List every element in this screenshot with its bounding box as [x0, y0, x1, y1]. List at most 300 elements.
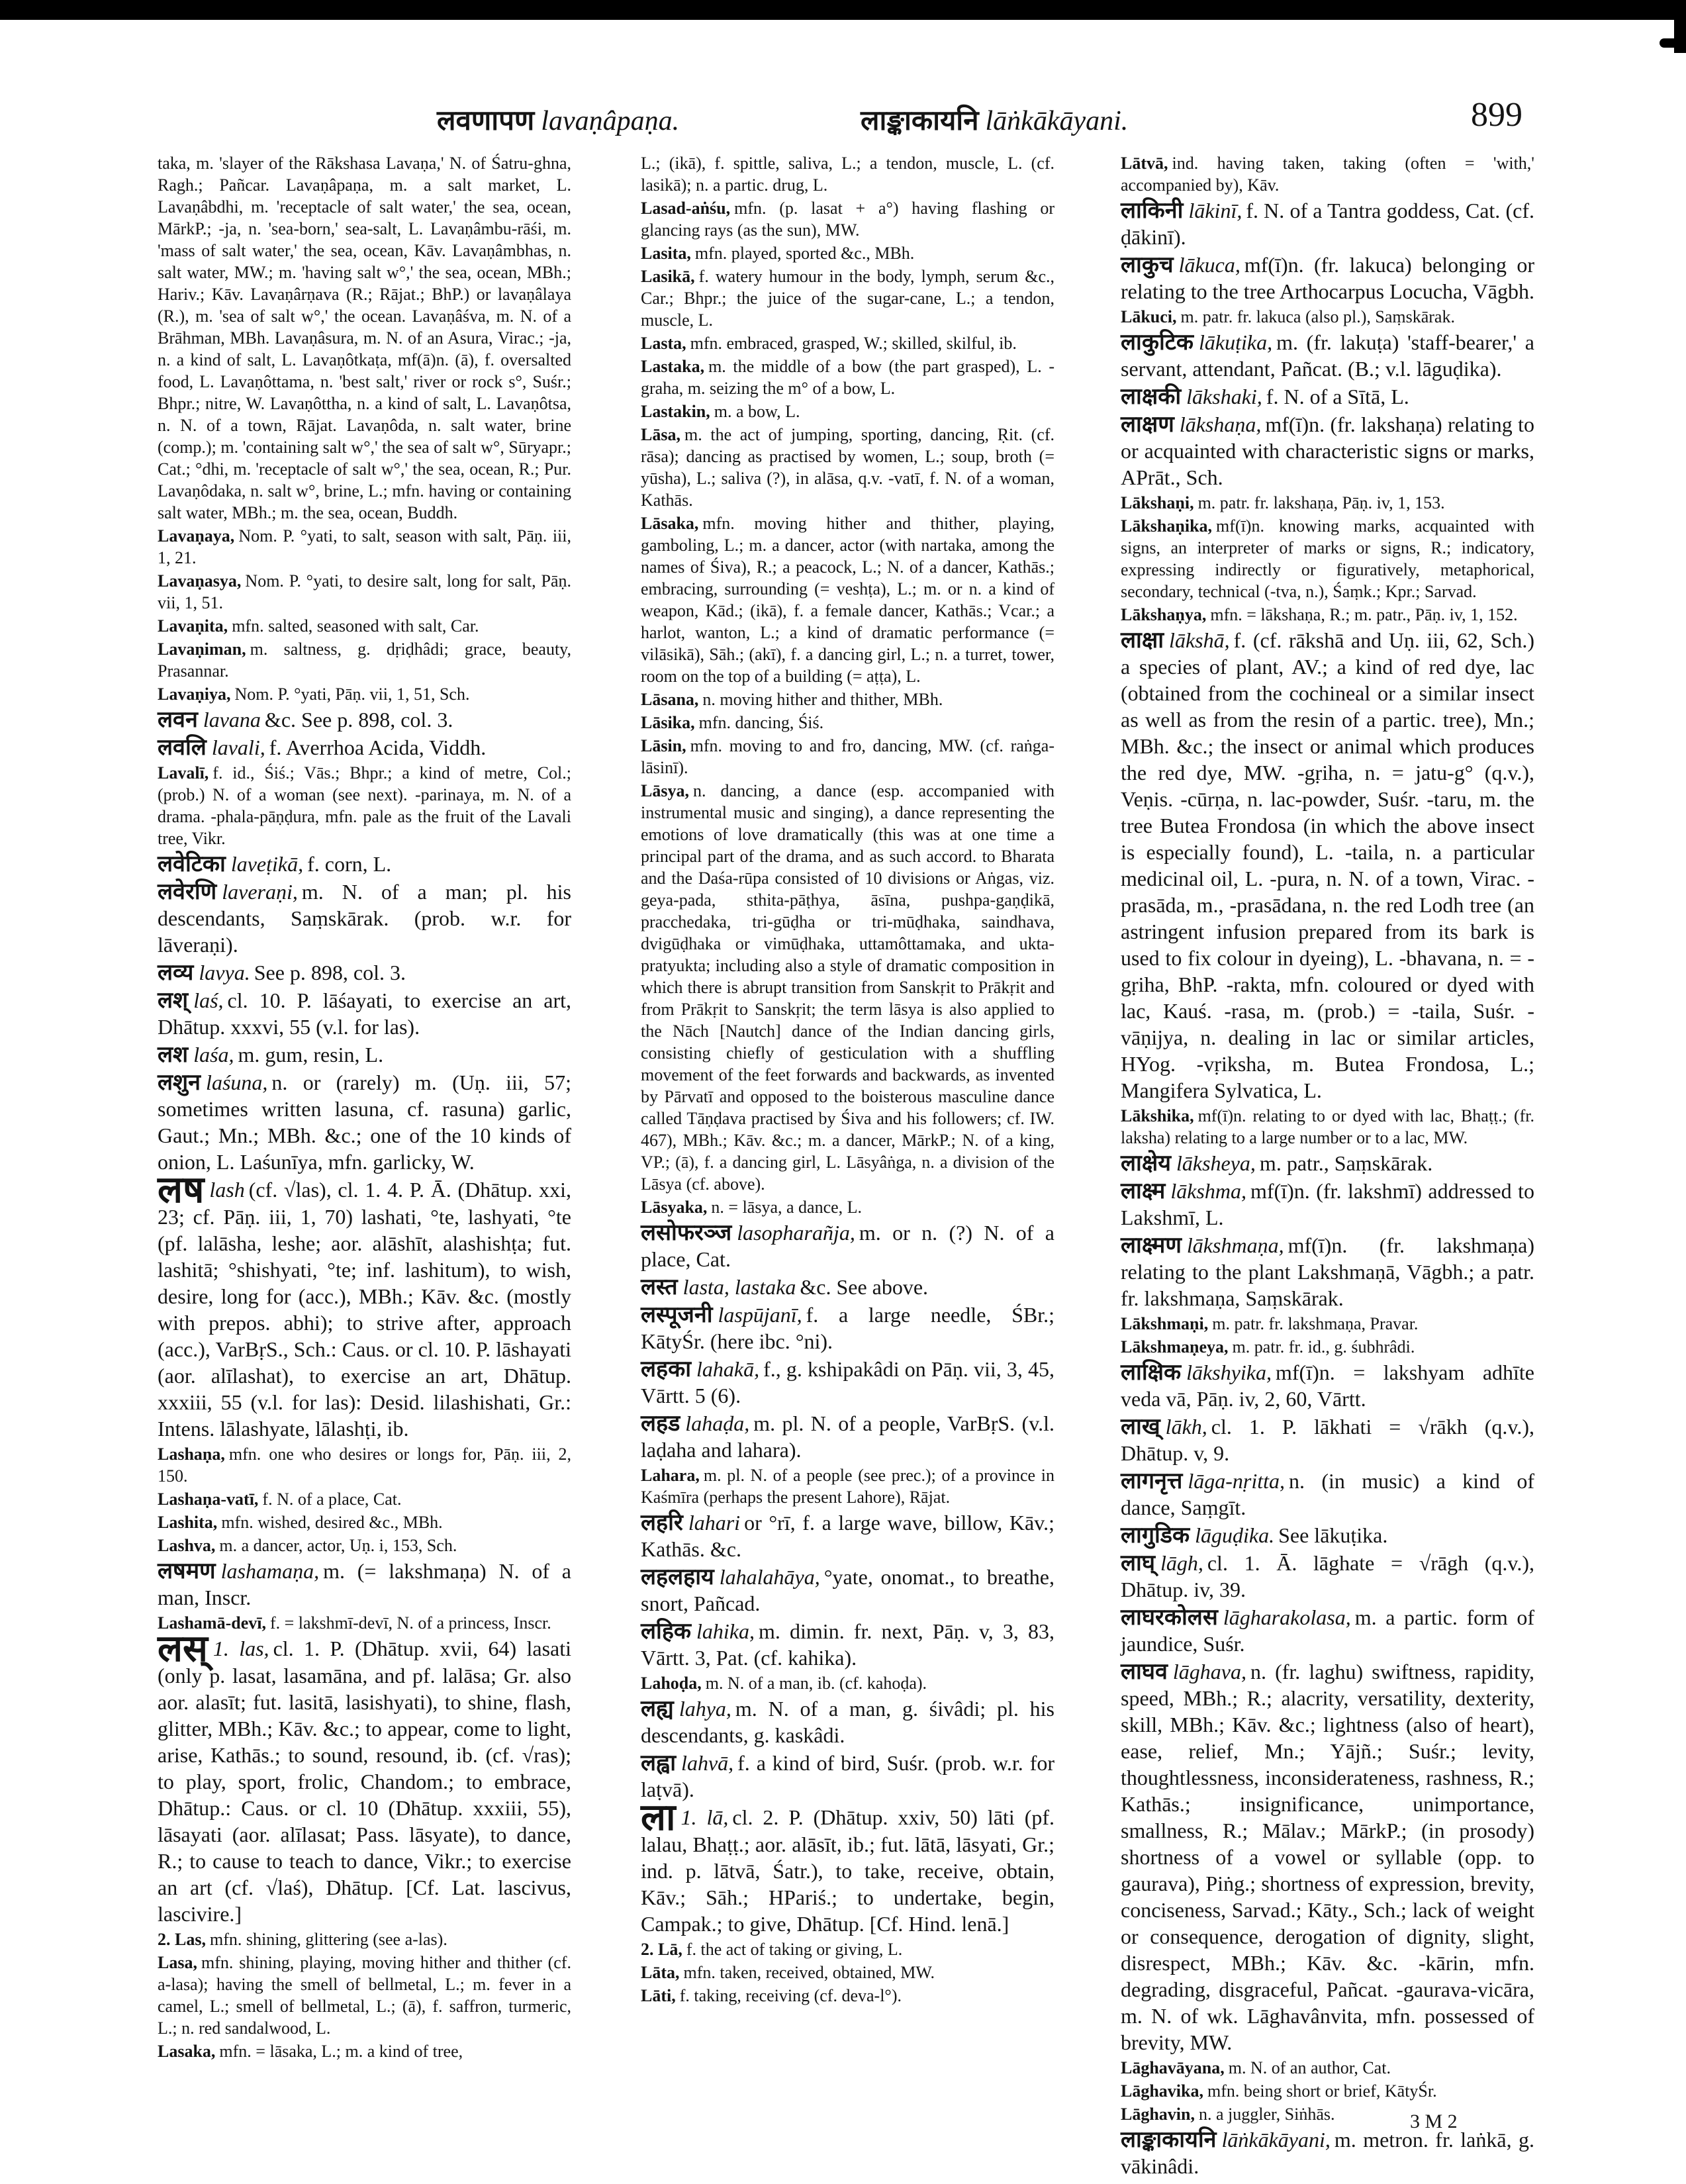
entry-headword: Lahara,	[641, 1466, 700, 1485]
dictionary-entry	[158, 987, 571, 1040]
entry-devanagari: लहरि	[641, 1509, 683, 1536]
entry-definition: See lākuṭika.	[1278, 1523, 1388, 1547]
entry-transliteration: lahakā,	[696, 1357, 760, 1381]
entry-devanagari: लवेरणि	[158, 878, 217, 905]
dictionary-entry	[641, 197, 1054, 241]
entry-definition: mf(ī)n. (fr. lakshaṇa) relating to or acquainted with characteristic signs or marks, APrāt., Sch.	[1121, 412, 1534, 489]
entry-transliteration: lākuṭika,	[1199, 330, 1273, 354]
dictionary-entry	[1121, 515, 1534, 602]
entry-definition: m. a partic. form of jaundice, Suśr.	[1121, 1605, 1534, 1656]
entry-definition: mfn. one who desires or longs for, Pāṇ. iii, 2, 150.	[158, 1445, 571, 1486]
column-left	[158, 152, 571, 2085]
entry-devanagari: लहिक	[641, 1618, 692, 1644]
dictionary-entry	[1121, 1468, 1534, 1521]
entry-transliteration: lākshaṇa,	[1179, 412, 1262, 436]
entry-definition: f. N. of a place, Cat.	[262, 1490, 402, 1509]
dictionary-entry	[158, 152, 571, 524]
entry-definition: mfn. shining, playing, moving hither and thither (cf. a-lasa); having the smell of bellmetal, L.; m. fever in a camel, L.; smell of bellmetal, L.; (ā), f. saffron, turmeric, L.; n. red sandalwood, L.	[158, 1953, 571, 2038]
dictionary-entry	[641, 356, 1054, 399]
dictionary-entry	[1121, 627, 1534, 1104]
entry-definition: n. (in music) a kind of dance, Saṃgīt.	[1121, 1469, 1534, 1519]
dictionary-entry	[641, 712, 1054, 734]
page-number: 899	[1471, 96, 1522, 134]
entry-definition: n. dancing, a dance (esp. accompanied with instrumental music and singing), a dance representing the emotions of love dramatically (this was at one time a principal part of the drama, and as such accord. to Bharata and the Daśa-rūpa consisted of 10 divisions or Aṅgas, viz. geya-pada, sthita-pāṭhya, āsīna, pushpa-gaṇḍikā, pracchedaka, tri-gūḍha or tri-mūḍhaka, saindhava, dvigūḍhaka or vimūḍhaka, uttamôttamaka, and ukta-pratyukta; including also a style of dramatic composition in which there is abrupt transition from Sanskṛit to Prākṛit and from Prākṛit to Sanskṛit; the term lāsya is also applied to the Nāch [Nautch] dance of the Indian dancing girls, consisting chiefly of gesticulation with a shuffling movement of the feet forwards and backwards, as invented by Pārvatī and opposed to the boisterous masculine dance called Tāṇḍava practised by Śiva and his followers; cf. IW. 467), MBh.; Kāv. &c.; m. a dancer, MārkP.; N. of a king, VP.; (ā), f. a dancing girl, L. Lāsyâṅga, n. a division of the Lāsya (cf. above).	[641, 781, 1054, 1194]
entry-definition: m. patr. fr. lakshaṇa, Pāṇ. iv, 1, 153.	[1197, 493, 1445, 512]
entry-headword: Lavalī,	[158, 763, 209, 783]
entry-devanagari: लष	[158, 1168, 205, 1211]
dictionary-entry	[1121, 1105, 1534, 1149]
entry-definition: m. the middle of a bow (the part grasped), L. -graha, m. seizing the m° of a bow, L.	[641, 357, 1054, 398]
dictionary-entry	[1121, 252, 1534, 305]
dictionary-entry	[641, 1410, 1054, 1463]
entry-definition: m. (fr. lakuṭa) 'staff-bearer,' a servant, attendant, Pañcat. (B.; v.l. lāguḍika).	[1121, 330, 1534, 381]
column-middle	[641, 152, 1054, 2085]
entry-headword: Lāsaka,	[641, 514, 699, 533]
entry-headword: Lāsyaka,	[641, 1198, 708, 1217]
dictionary-entry	[641, 242, 1054, 264]
entry-transliteration: lavana	[203, 708, 261, 732]
entry-transliteration: lāghava,	[1172, 1660, 1246, 1684]
entry-transliteration: lahari	[688, 1511, 741, 1535]
entry-definition: n. moving hither and thither, MBh.	[702, 690, 943, 709]
left-headword-devanagari: लवणापण	[437, 104, 535, 136]
entry-definition: m. a bow, L.	[714, 402, 800, 421]
entry-headword: Lasaka,	[158, 2042, 216, 2061]
entry-devanagari: लाक्षकी	[1121, 383, 1182, 410]
entry-transliteration: laveṭikā,	[230, 852, 304, 876]
entry-definition: n. or (rarely) m. (Uṇ. iii, 57; sometimes written lasuna, cf. rasuna) garlic, Gaut.; Mn.; MBh. &c.; one of the 10 kinds of onion, L. Laśunīya, mfn. garlicky, W.	[158, 1070, 571, 1174]
dictionary-entry	[1121, 1359, 1534, 1412]
entry-definition: f. corn, L.	[307, 852, 392, 876]
entry-definition: f., g. kshipakâdi on Pāṇ. vii, 3, 45, Vārtt. 5 (6).	[641, 1357, 1054, 1407]
entry-definition: f. = lakshmī-devī, N. of a princess, Inscr.	[269, 1613, 551, 1633]
entry-definition: f. taking, receiving (cf. deva-l°).	[679, 1986, 902, 2005]
entry-definition: mfn. taken, received, obtained, MW.	[683, 1963, 935, 1982]
entry-definition: n. = lāsya, a dance, L.	[711, 1198, 863, 1217]
entry-definition: mfn. moving hither and thither, playing, gamboling, L.; m. a dancer, actor (with nartaka, among the names of Śiva), R.; a peacock, L.; N. of a dancer, Kathās.; embracing, surrounding (= veshṭa), L.; m. or n. a kind of weapon, Kād.; (ikā), f. a female dancer, Kathās.; Vcar.; a harlot, wanton, L.; a kind of dramatic performance (= vilāsikā), Sāh.; (akī), f. a dancing girl, L.; n. a turret, tower, room on the top of a building (= aṭṭa), L.	[641, 514, 1054, 686]
entry-headword: Lāta,	[641, 1963, 680, 1982]
entry-definition: f. id., Śiś.; Vās.; Bhpr.; a kind of metre, Col.; (prob.) N. of a woman (see next). -parinaya, m. N. of a drama. -phala-pāṇḍura, mfn. pale as the fruit of the Lavali tree, Vikr.	[158, 763, 571, 848]
entry-devanagari: लाङ्काकायनि	[1121, 2126, 1217, 2153]
entry-headword: Lashva,	[158, 1536, 216, 1555]
entry-headword: Lāsa,	[641, 425, 680, 444]
entry-definition: mf(ī)n. knowing marks, acquainted with signs, an interpreter of marks or signs, R.; indicatory, expressing indirectly or figuratively, metaphorical, secondary, technical (-tva, n.), Śaṃk.; Kpr.; Sarvad.	[1121, 516, 1534, 601]
entry-definition: m. patr. fr. id., g. śubhrâdi.	[1232, 1337, 1415, 1356]
entry-headword: Lavaṇiya,	[158, 685, 231, 704]
dictionary-entry	[1121, 2103, 1534, 2125]
dictionary-entry	[158, 638, 571, 682]
dictionary-entry	[158, 1952, 571, 2039]
entry-devanagari: लागनृत्त	[1121, 1468, 1183, 1494]
entry-devanagari: लाघव	[1121, 1658, 1168, 1685]
entry-devanagari: लहड	[641, 1410, 680, 1437]
entry-devanagari: लहका	[641, 1356, 692, 1382]
entry-definition: mfn. salted, seasoned with salt, Car.	[232, 616, 479, 636]
entry-headword: Lāsya,	[641, 781, 689, 800]
entry-devanagari: लस्त	[641, 1274, 678, 1300]
entry-definition: L.; (ikā), f. spittle, saliva, L.; a tendon, muscle, L. (cf. lasikā); n. a partic. drug, L.	[641, 154, 1054, 195]
entry-definition: Nom. P. °yati, Pāṇ. vii, 1, 51, Sch.	[234, 685, 470, 704]
entry-definition: cl. 1. P. lākhati = √rākh (q.v.), Dhātup. v, 9.	[1121, 1415, 1534, 1465]
entry-definition: m. the act of jumping, sporting, dancing, Ṛit. (cf. rāsa); dancing as practised by women, L.; soup, broth (= yūsha), L.; saliva (?), in alāsa, q.v. -vatī, f. N. of a woman, Kathās.	[641, 425, 1054, 510]
entry-devanagari: लाक्ष्मण	[1121, 1232, 1182, 1258]
dictionary-entry	[641, 401, 1054, 422]
entry-headword: Lāsin,	[641, 736, 686, 755]
entry-headword: Lavaṇiman,	[158, 640, 246, 659]
entry-definition: cl. 10. P. lāśayati, to exercise an art, Dhātup. xxxvi, 55 (v.l. for las).	[158, 988, 571, 1039]
entry-definition: ind. having taken, taking (often = 'with,' accompanied by), Kāv.	[1121, 154, 1534, 195]
dictionary-entry	[158, 1041, 571, 1068]
entry-definition: mf(ī)n. relating to or dyed with lac, Bhaṭṭ.; (fr. laksha) relating to a large number or to a lac, MW.	[1121, 1106, 1534, 1147]
entry-devanagari: लह्वा	[641, 1750, 677, 1776]
entry-transliteration: lākshā,	[1169, 628, 1230, 652]
entry-definition: m. N. of a man, g. śivâdi; pl. his descendants, g. kaskâdi.	[641, 1697, 1054, 1747]
entry-devanagari: लाकुटिक	[1121, 329, 1194, 356]
dictionary-entry	[641, 688, 1054, 710]
entry-definition: See p. 898, col. 3.	[254, 961, 406, 984]
entry-headword: Lashaṇa-vatī,	[158, 1490, 259, 1509]
dictionary-entry	[1121, 1604, 1534, 1657]
entry-definition: m. patr. fr. lakshmaṇa, Pravar.	[1212, 1314, 1419, 1333]
entry-definition: f. N. of a Sītā, L.	[1266, 385, 1409, 408]
entry-headword: Lākshaṇya,	[1121, 605, 1207, 624]
entry-transliteration: lākh,	[1165, 1415, 1207, 1439]
entry-devanagari: लश	[158, 1041, 189, 1068]
entry-headword: Lasad-aṅśu,	[641, 199, 731, 218]
entry-transliteration: lākinī,	[1188, 199, 1242, 222]
entry-definition: mfn. wished, desired &c., MBh.	[221, 1513, 443, 1532]
entry-definition: Nom. P. °yati, to salt, season with salt, Pāṇ. iii, 1, 21.	[158, 526, 571, 567]
entry-definition: cl. 1. Ā. lāghate = √rāgh (q.v.), Dhātup. iv, 39.	[1121, 1551, 1534, 1601]
scan-top-border	[0, 0, 1686, 20]
entry-devanagari: लवन	[158, 706, 198, 733]
entry-definition: m. dimin. fr. next, Pāṇ. v, 3, 83, Vārtt. 3, Pat. (cf. kahika).	[641, 1619, 1054, 1670]
entry-definition: m. N. of a man, ib. (cf. kahoḍa).	[705, 1674, 927, 1693]
dictionary-entry	[641, 1962, 1054, 1983]
dictionary-entry	[641, 1274, 1054, 1300]
right-headword-devanagari: लाङ्काकायनि	[861, 104, 979, 136]
entry-headword: Lākshmaṇi,	[1121, 1314, 1209, 1333]
dictionary-entry	[158, 706, 571, 733]
entry-devanagari: लह्य	[641, 1695, 674, 1722]
entry-transliteration: laśa,	[193, 1043, 234, 1067]
entry-devanagari: लाक्ष्म	[1121, 1178, 1166, 1204]
entry-devanagari: लाकुच	[1121, 252, 1174, 278]
dictionary-entry	[158, 1558, 571, 1611]
dictionary-entry	[1121, 2080, 1534, 2102]
entry-transliteration: lahaḍa,	[685, 1411, 750, 1435]
entry-headword: Lahoḍa,	[641, 1674, 702, 1693]
dictionary-entry	[158, 615, 571, 637]
entry-transliteration: lasta, lastaka	[682, 1275, 796, 1299]
entry-definition: cl. 2. P. (Dhātup. xxiv, 50) lāti (pf. lalau, Bhaṭṭ.; aor. alāsīt, ib.; fut. lātā, lāsyati, Gr.; ind. p. lātvā, Śatr.), to take, receive, obtain, Kāv.; Sāh.; HPariś.; to undertake, begin, Campak.; to give, Dhātup. [Cf. Hind. lenā.]	[641, 1805, 1055, 1936]
entry-headword: Lashaṇa,	[158, 1445, 225, 1464]
entry-definition: mf(ī)n. (fr. lakuca) belonging or relating to the tree Arthocarpus Locucha, Vāgbh.	[1121, 253, 1534, 303]
entry-definition: f. a kind of bird, Suśr. (prob. w.r. for laṭvā).	[641, 1751, 1054, 1801]
dictionary-entry	[641, 1672, 1054, 1694]
entry-definition: (cf. √las), cl. 1. 4. P. Ā. (Dhātup. xxi, 23; cf. Pāṇ. iii, 1, 70) lashati, °te, lashyati, °te (pf. lalāsha, leshe; aor. alāshīt, alashishṭa; fut. lashitā; °shishyati, °te; inf. lashitum), to wish, desire, long for (acc.), MBh.; Kāv. &c. (mostly with prepos. abhi); to strive after, approach (acc.), VarBṛS., Sch.: Caus. or cl. 10. P. lāshayati (aor. alīlashat), to exercise an art, Dhātup. xxxiii, 55 (v.l. for las): Desid. lilashishati, Gr.: Intens. lālashyate, lālashṭi, ib.	[158, 1178, 571, 1441]
entry-transliteration: lavya.	[199, 961, 250, 984]
dictionary-entry	[1121, 1550, 1534, 1603]
entry-definition: °yate, onomat., to breathe, snort, Pañcad.	[641, 1565, 1054, 1615]
dictionary-entry	[158, 1928, 571, 1950]
entry-transliteration: lāga-nṛitta,	[1188, 1469, 1286, 1493]
dictionary-entry	[1121, 1150, 1534, 1176]
dictionary-entry	[1121, 1178, 1534, 1231]
entry-transliteration: lahalahāya,	[719, 1565, 820, 1589]
dictionary-entry	[1121, 1413, 1534, 1466]
entry-devanagari: लश्	[158, 987, 189, 1014]
dictionary-entry	[158, 683, 571, 705]
entry-transliteration: lahya,	[679, 1697, 731, 1721]
entry-transliteration: lahika,	[696, 1619, 755, 1643]
entry-transliteration: lāgharakolasa,	[1223, 1605, 1351, 1629]
entry-definition: m. N. of an author, Cat.	[1228, 2058, 1391, 2077]
entry-devanagari: लाक्षण	[1121, 411, 1174, 438]
dictionary-entry	[158, 1443, 571, 1487]
entry-definition: f. watery humour in the body, lymph, serum &c., Car.; Bhpr.; the juice of the sugar-cane, L.; a tendon, muscle, L.	[641, 267, 1054, 330]
dictionary-entry	[158, 1511, 571, 1533]
entry-definition: mf(ī)n. (fr. lakshmaṇa) relating to the plant Lakshmaṇā, Vāgbh.; a patr. fr. lakshmaṇa, Saṃskārak.	[1121, 1233, 1534, 1310]
entry-definition: f. (cf. rākshā and Uṇ. iii, 62, Sch.) a species of plant, AV.; a kind of red dye, lac (obtained from the cochineal or a similar insect as well as from the resin of a partic. tree), Mn.; MBh. &c.; the insect or animal which produces the red dye, MW. -gṛiha, n. = jatu-g° (q.v.), Veṇis. -cūrṇa, n. lac-powder, Suśr. -taru, m. the tree Butea Frondosa (in which the above insect is especially found), L. -taila, n. a particular medicinal oil, L. -pura, n. N. of a town, Virac. -prasāda, m., -prasādana, n. the red Lodh tree (an astringent infusion prepared from its bark is used to fix colour in dyeing), L. -bhavana, n. = -gṛiha, BhP. -rakta, mfn. coloured or dyed with lac, Kauś. -rasa, m. (prob.) = -taila, Suśr. -vāṇijya, n. dealing in lac or similar articles, HYog. -vṛiksha, m. Butea Frondosa, L.; Mangifera Sylvatica, L.	[1121, 628, 1534, 1102]
dictionary-entry	[158, 1612, 571, 1634]
entry-definition: m. patr., Saṃskārak.	[1259, 1151, 1433, 1175]
running-header	[146, 96, 1522, 140]
entry-devanagari: लाघ्	[1121, 1550, 1155, 1576]
dictionary-entry	[641, 1509, 1054, 1562]
entry-devanagari: लाकिनी	[1121, 197, 1184, 224]
dictionary-entry	[1121, 1658, 1534, 2056]
entry-definition: mfn. moving to and fro, dancing, MW. (cf. raṅga-lāsinī).	[641, 736, 1054, 777]
dictionary-entry	[158, 959, 571, 986]
dictionary-entry	[641, 152, 1054, 196]
entry-definition: mfn. shining, glittering (see a-las).	[209, 1930, 447, 1949]
entry-transliteration: lash	[209, 1178, 245, 1202]
entry-definition: f. the act of taking or giving, L.	[686, 1940, 903, 1959]
entry-definition: Nom. P. °yati, to desire salt, long for salt, Pāṇ. vii, 1, 51.	[158, 571, 571, 612]
entry-definition: mfn. played, sported &c., MBh.	[694, 244, 915, 263]
entry-transliteration: lākshmaṇa,	[1186, 1233, 1284, 1257]
dictionary-entry	[158, 1069, 571, 1175]
entry-transliteration: lahvā,	[681, 1751, 734, 1775]
dictionary-entry	[641, 1985, 1054, 2007]
dictionary-entry	[641, 1302, 1054, 1354]
entry-headword: Lavaṇita,	[158, 616, 228, 636]
entry-headword: Lākshaṇi,	[1121, 493, 1194, 512]
entry-definition: m. N. of a man; pl. his descendants, Saṃskārak. (prob. w.r. for lāveraṇi).	[158, 880, 571, 957]
entry-transliteration: lāguḍika.	[1195, 1523, 1275, 1547]
dictionary-entry	[1121, 306, 1534, 328]
dictionary-entry	[158, 570, 571, 614]
entry-transliteration: lashamaṇa,	[220, 1559, 320, 1583]
entry-transliteration: lāṅkākāyani,	[1221, 2128, 1331, 2152]
dictionary-entry	[641, 424, 1054, 511]
entry-definition: cl. 1. P. (Dhātup. xvii, 64) lasati (only p. lasat, lasamāna, and pf. lalāsa; Gr. also aor. alasīt; fut. lasitā, lasishyati), to shine, flash, glitter, MBh.; Kāv. &c.; to appear, come to light, arise, Kathās.; to sound, resound, ib. (cf. √ras); to play, sport, frolic, Chandom.; to embrace, Dhātup.: Caus. or cl. 10 (Dhātup. xxxiii, 55), lāsayati (aor. alīlasat; Pass. lāsyate), to dance, R.; to cause to teach to dance, Vikr.; to exercise an art (cf. √laś), Dhātup. [Cf. Lat. lascivus, lascivire.]	[158, 1637, 572, 1926]
dictionary-entry	[158, 878, 571, 958]
dictionary-entry	[158, 1488, 571, 1510]
entry-definition: mfn. embraced, grasped, W.; skilled, skilful, ib.	[690, 334, 1017, 353]
dictionary-entry	[158, 1168, 571, 1442]
entry-transliteration: lāksheya,	[1176, 1151, 1256, 1175]
entry-headword: Lashita,	[158, 1513, 218, 1532]
entry-headword: Lāti,	[641, 1986, 676, 2005]
dictionary-entry	[641, 1196, 1054, 1218]
entry-transliteration: lavali,	[211, 736, 265, 759]
dictionary-entry	[641, 332, 1054, 354]
entry-transliteration: lākshyika,	[1186, 1360, 1272, 1384]
dictionary-entry	[1121, 2057, 1534, 2079]
entry-devanagari: लषमण	[158, 1558, 216, 1584]
dictionary-entry	[1121, 1313, 1534, 1335]
entry-definition: mfn. = lākshaṇa, R.; m. patr., Pāṇ. iv, 1, 152.	[1210, 605, 1518, 624]
dictionary-entry	[641, 1464, 1054, 1508]
entry-devanagari: लागुडिक	[1121, 1522, 1190, 1548]
entry-definition: m. patr. fr. lakuca (also pl.), Saṃskārak.	[1180, 307, 1455, 326]
entry-headword: Lashamā-devī,	[158, 1613, 266, 1633]
left-headword-translit: lavaṇâpaṇa.	[541, 106, 680, 136]
entry-definition: mfn. = lāsaka, L.; m. a kind of tree,	[219, 2042, 463, 2061]
dictionary-entry	[1121, 2126, 1534, 2179]
dictionary-entry	[158, 851, 571, 877]
entry-transliteration: 1. las,	[212, 1637, 269, 1660]
dictionary-entry	[1121, 1522, 1534, 1548]
entry-headword: Lātvā,	[1121, 154, 1168, 173]
entry-headword: Lasikā,	[641, 267, 695, 286]
entry-headword: Lāghavin,	[1121, 2105, 1195, 2124]
entry-headword: 2. Las,	[158, 1930, 206, 1949]
entry-definition: m. pl. N. of a people (see prec.); of a province in Kaśmīra (perhaps the present Lahore), Rājat.	[641, 1466, 1054, 1507]
dictionary-entry	[1121, 329, 1534, 382]
entry-devanagari: लस्पूजनी	[641, 1302, 713, 1328]
entry-definition: taka, m. 'slayer of the Rākshasa Lavaṇa,' N. of Śatru-ghna, Ragh.; Pañcar. Lavaṇâpaṇa, m. a salt market, L. Lavaṇâbdhi, m. 'receptacle of salt water,' the sea, ocean, MārkP.; -ja, n. 'sea-born,' sea-salt, L. Lavaṇâmbu-rāśi, m. 'mass of salt water,' the sea, ocean, Kāv. Lavaṇâmbhas, n. salt water, MW.; m. 'having salt w°,' the sea, ocean, MBh.; Hariv.; Kāv. Lavaṇârṇava (R.; Rājat.; BhP.) or lavaṇâlaya (R.), m. 'sea of salt w°,' the ocean. Lavaṇâśva, m. N. of a Brāhman, MBh. Lavaṇâsura, m. N. of an Asura, Virac.; -ja, n. a kind of salt, L. Lavaṇôtkaṭa, mf(ā)n. (ā), f. oversalted food, L. Lavaṇôttama, n. 'best salt,' river or rock s°, Suśr.; Bhpr.; nitre, W. Lavaṇôttha, n. a kind of salt, L. Lavaṇôtsa, n. N. of a town, Rājat. Lavaṇôda, n. salt water, brine (comp.); m. 'containing salt w°,' the sea of salt w°, Sūryapr.; Cat.; °dhi, m. 'receptacle of salt w°,' the sea, ocean, R.; Pur. Lavaṇôdaka, n. salt w°, brine, L.; mfn. having or containing salt water, MBh.; m. the sea, ocean, Buddh.	[158, 154, 571, 522]
entry-devanagari: लशुन	[158, 1069, 201, 1096]
signature-mark: 3 M 2	[1410, 2111, 1458, 2132]
entry-definition: f. a large needle, ŚBr.; KātyŚr. (here ibc. °ni).	[641, 1303, 1054, 1353]
scan-right-tab	[1660, 38, 1686, 48]
dictionary-entry	[641, 1564, 1054, 1617]
entry-transliteration: laspūjanī,	[718, 1303, 802, 1327]
entry-definition: mfn. (p. lasat + a°) having flashing or glancing rays (as the sun), MW.	[641, 199, 1054, 240]
entry-transliteration: lākuca,	[1178, 253, 1241, 277]
entry-headword: 2. Lā,	[641, 1940, 682, 1959]
entry-definition: or °rī, f. a large wave, billow, Kāv.; Kathās. &c.	[641, 1511, 1054, 1561]
entry-definition: mfn. dancing, Śiś.	[698, 713, 824, 732]
dictionary-entry	[158, 2040, 571, 2062]
dictionary-entry	[641, 1796, 1055, 1937]
dictionary-entry	[1121, 604, 1534, 626]
entry-transliteration: laś,	[193, 988, 224, 1012]
entry-headword: Lāghavika,	[1121, 2081, 1203, 2101]
entry-headword: Lastakin,	[641, 402, 710, 421]
entry-definition: f. Averrhoa Acida, Viddh.	[269, 736, 487, 759]
dictionary-entry	[158, 734, 571, 761]
dictionary-entry	[1121, 197, 1534, 250]
entry-headword: Lāsika,	[641, 713, 695, 732]
right-headword-translit: lāṅkākāyani.	[985, 106, 1129, 136]
entry-transliteration: 1. lā,	[680, 1805, 729, 1829]
entry-headword: Lavaṇasya,	[158, 571, 242, 591]
entry-headword: Lāghavāyana,	[1121, 2058, 1225, 2077]
entry-devanagari: लसोफरञ्ज	[641, 1219, 732, 1246]
dictionary-entry	[158, 762, 571, 849]
dictionary-entry	[641, 1695, 1054, 1748]
entry-headword: Lākuci,	[1121, 307, 1177, 326]
entry-devanagari: लाघरकोलस	[1121, 1604, 1218, 1631]
entry-headword: Lavaṇaya,	[158, 526, 235, 546]
entry-definition: m. (= lakshmaṇa) N. of a man, Inscr.	[158, 1559, 571, 1609]
entry-devanagari: लस्	[158, 1627, 208, 1670]
entry-transliteration: lākshma,	[1170, 1179, 1246, 1203]
entry-definition: n. (fr. laghu) swiftness, rapidity, speed, MBh.; R.; alacrity, versatility, dexterity, skill, MBh.; Kāv. &c.; lightness (also of heart), ease, relief, Mn.; Yājñ.; Suśr.; levity, thoughtlessness, inconsiderateness, rashness, R.; Kathās.; insignificance, unimportance, smallness, R.; Mālav.; MārkP.; (in prosody) shortness of a vowel or syllable (opp. to gaurava), Piṅg.; shortness of expression, brevity, conciseness, Sarvad.; Kāty., Sch.; lack of weight or consequence, derogation of dignity, slight, disrespect, MBh.; Kāv. &c. -kārin, mfn. degrading, disgraceful, Pañcat. -gaurava-vicāra, m. N. of wk. Lāghavânvita, mfn. possessed of brevity, MW.	[1121, 1660, 1534, 2054]
entry-headword: Lākshaṇika,	[1121, 516, 1213, 536]
entry-definition: n. a juggler, Siṅhās.	[1199, 2105, 1335, 2124]
entry-definition: m. pl. N. of a people, VarBṛS. (v.l. laḍaha and lahara).	[641, 1411, 1054, 1462]
entry-definition: m. or n. (?) N. of a place, Cat.	[641, 1221, 1054, 1271]
dictionary-entry	[641, 780, 1054, 1195]
entry-definition: m. a dancer, actor, Uṇ. i, 153, Sch.	[219, 1536, 457, 1555]
dictionary-entry	[641, 1356, 1054, 1409]
dictionary-entry	[1121, 411, 1534, 491]
entry-definition: m. metron. fr. laṅkā, g. vākinâdi.	[1121, 2128, 1534, 2178]
entry-transliteration: lasopharañja,	[737, 1221, 855, 1245]
entry-transliteration: lāgh,	[1160, 1551, 1203, 1575]
entry-transliteration: laśuna,	[206, 1070, 268, 1094]
entry-transliteration: laveraṇi,	[222, 880, 298, 904]
entry-devanagari: लव्य	[158, 959, 194, 986]
entry-headword: Lākshmaṇeya,	[1121, 1337, 1229, 1356]
dictionary-entry	[1121, 1232, 1534, 1311]
entry-headword: Lastaka,	[641, 357, 705, 376]
dictionary-entry	[158, 1627, 572, 1927]
dictionary-entry	[1121, 383, 1534, 410]
entry-definition: mf(ī)n. = lakshyam adhīte veda vā, Pāṇ. iv, 2, 60, Vārtt.	[1121, 1360, 1534, 1411]
entry-headword: Lasta,	[641, 334, 686, 353]
entry-headword: Lākshika,	[1121, 1106, 1194, 1125]
entry-headword: Lasa,	[158, 1953, 197, 1972]
entry-devanagari: लवेटिका	[158, 851, 226, 877]
dictionary-entry	[158, 1535, 571, 1556]
dictionary-entry	[158, 525, 571, 569]
entry-definition: &c. See above.	[800, 1275, 929, 1299]
dictionary-entry	[1121, 492, 1534, 514]
entry-definition: f. N. of a Tantra goddess, Cat. (cf. ḍākinī).	[1121, 199, 1534, 249]
entry-headword: Lāsana,	[641, 690, 699, 709]
entry-devanagari: लाक्षिक	[1121, 1359, 1182, 1386]
dictionary-entry	[1121, 152, 1534, 196]
entry-devanagari: लहलहाय	[641, 1564, 714, 1590]
dictionary-entry	[641, 735, 1054, 779]
entry-definition: mfn. being short or brief, KātyŚr.	[1207, 2081, 1437, 2101]
entry-transliteration: lākshaki,	[1186, 385, 1262, 408]
entry-definition: &c. See p. 898, col. 3.	[264, 708, 453, 732]
dictionary-entry	[641, 512, 1054, 687]
entry-definition: mf(ī)n. (fr. lakshmī) addressed to Lakshmī, L.	[1121, 1179, 1534, 1229]
dictionary-entry	[641, 1618, 1054, 1671]
entry-devanagari: लाक्षा	[1121, 627, 1164, 653]
entry-devanagari: लाक्षेय	[1121, 1150, 1171, 1176]
scan-right-edge	[1674, 20, 1686, 53]
entry-devanagari: लाख्	[1121, 1413, 1160, 1440]
entry-devanagari: लवलि	[158, 734, 207, 761]
dictionary-entry	[641, 1219, 1054, 1272]
dictionary-entry	[641, 1750, 1054, 1803]
right-headword	[861, 101, 1128, 138]
entry-definition: m. saltness, g. dṛiḍhâdi; grace, beauty, Prasannar.	[158, 640, 571, 681]
entry-headword: Lasita,	[641, 244, 691, 263]
dictionary-entry	[641, 265, 1054, 331]
dictionary-entry	[1121, 1336, 1534, 1358]
left-headword	[437, 101, 679, 138]
